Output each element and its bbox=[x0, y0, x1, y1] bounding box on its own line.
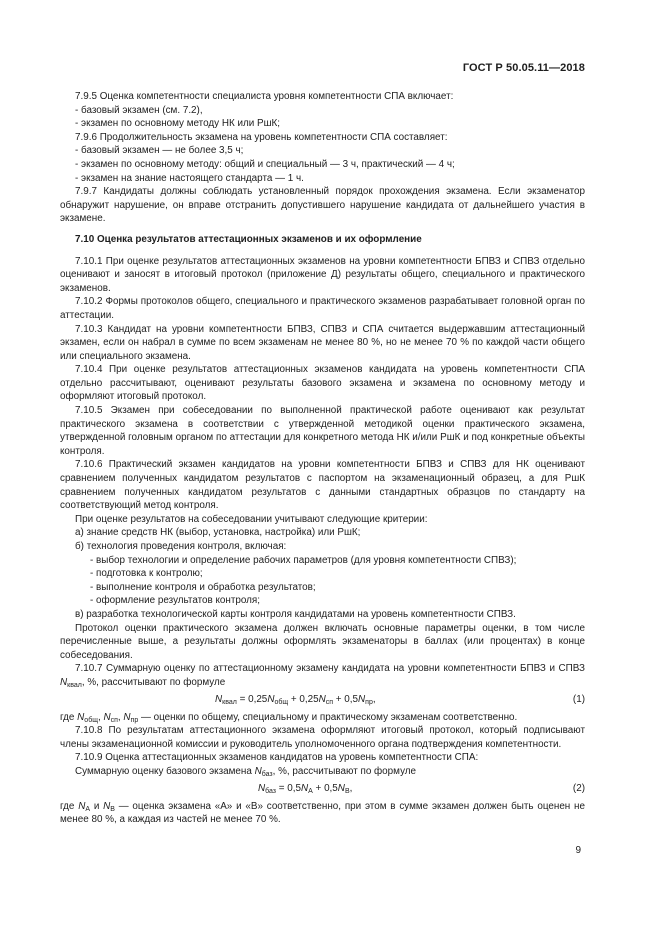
clause-7-9-5: 7.9.5 Оценка компетентности специалиста уровня компетентности СПА включает: bbox=[75, 91, 454, 102]
list-item: в) разработка технологической карты контроля кандидатами на уровень компетентности СПВЗ. bbox=[75, 608, 516, 620]
math-symbol: N bbox=[77, 711, 85, 723]
clause-text: , bbox=[97, 711, 104, 723]
math-symbol: N bbox=[103, 711, 111, 723]
clause-text: — оценки по общему, специальному и практическому экзаменам соответственно. bbox=[138, 711, 518, 723]
formula-1 bbox=[60, 692, 585, 708]
list-item: - экзамен по основному методу: общий и специальный — 3 ч, практический — 4 ч; bbox=[75, 158, 455, 170]
list-item: а) знание средств НК (выбор, установка, настройка) или РшК; bbox=[75, 527, 361, 539]
math-text: = 0,5 bbox=[276, 782, 301, 794]
math-subscript: сп bbox=[325, 698, 334, 706]
sub-list-item: - оформление результатов контроля; bbox=[90, 595, 261, 607]
math-symbol: N bbox=[78, 800, 86, 812]
clause-text: — оценка экзамена «А» и «В» соответственно, при этом в сумме экзамен должен быть оценен не менее 80 %, а каждая из частей не менее 70 %. bbox=[60, 800, 585, 826]
clause-7-10-1: 7.10.1 При оценке результатов аттестационных экзаменов на уровни компетентности БПВЗ и СПВЗ отдельно оценивают и заносят в итоговый протокол (приложение Д) результаты общего, специального и практического экзаменов. bbox=[60, 255, 585, 294]
math-symbol: N bbox=[215, 693, 223, 705]
clause-text: и bbox=[90, 800, 104, 812]
clause-7-10-9: 7.10.9 Оценка аттестационных экзаменов кандидатов на уровень компетентности СПА: bbox=[75, 752, 479, 764]
clause-7-10-7 bbox=[60, 662, 585, 689]
document-header: ГОСТ Р 50.05.11—2018 bbox=[462, 62, 585, 74]
math-symbol: N bbox=[254, 765, 262, 777]
math-text: + 0,5 bbox=[312, 782, 338, 794]
math-subscript: пр bbox=[365, 698, 373, 706]
formula-number: (2) bbox=[572, 782, 585, 794]
section-heading-7-10: 7.10 Оценка результатов аттестационных экзаменов и их оформление bbox=[75, 233, 422, 245]
sub-list-item: - выполнение контроля и обработка результатов; bbox=[90, 581, 316, 593]
math-symbol: N bbox=[103, 800, 111, 812]
document-body bbox=[60, 90, 585, 827]
clause-7-10-5: 7.10.5 Экзамен при собеседовании по выполненной практической работе оценивают как результат практического экзамена в соответствии с утвержденной методикой оценки практического экзамена, утвержденной головным органом по аттестации для конкретного метода НК и/или РшК и под конкретные объекты контроля. bbox=[60, 405, 585, 457]
math-subscript: баз bbox=[261, 770, 273, 778]
clause-text: , %, рассчитывают по формуле bbox=[81, 676, 226, 688]
where-explanation-1 bbox=[60, 711, 585, 725]
math-text: , bbox=[349, 782, 353, 794]
protocol-paragraph: Протокол оценки практического экзамена должен включать основные параметры оценки, в том числе перечисленные выше, а результаты должны оформлять экзаменаторы в баллах (или процентах) в конце собеседования. bbox=[60, 622, 585, 661]
clause-text: где bbox=[60, 800, 79, 812]
where-explanation-2 bbox=[60, 800, 585, 827]
sub-list-item: - подготовка к контролю; bbox=[90, 568, 203, 580]
sub-list-item: - выбор технологии и определение рабочих параметров (для уровня компетентности СПВЗ); bbox=[90, 554, 517, 566]
list-item: б) технология проведения контроля, включая: bbox=[75, 541, 287, 552]
clause-text: , %, рассчитывают по формуле bbox=[272, 765, 417, 777]
math-subscript: сп bbox=[110, 716, 118, 724]
math-subscript: квал bbox=[222, 698, 237, 706]
math-symbol: N bbox=[258, 782, 266, 794]
math-subscript: пр bbox=[130, 716, 139, 724]
formula-2 bbox=[60, 781, 585, 797]
formula-expression bbox=[258, 782, 352, 796]
math-symbol: N bbox=[301, 782, 309, 794]
criteria-intro: При оценке результатов на собеседовании учитывают следующие критерии: bbox=[75, 513, 428, 525]
clause-text: , bbox=[117, 711, 124, 723]
math-text: + 0,25 bbox=[288, 693, 319, 705]
list-item: - экзамен по основному методу НК или РшК; bbox=[75, 118, 280, 130]
math-symbol: N bbox=[358, 693, 366, 705]
math-subscript: общ bbox=[84, 716, 98, 724]
clause-7-9-7: 7.9.7 Кандидаты должны соблюдать установленный порядок прохождения экзамена. Если экзаменатор обнаружит нарушение, он вправе отстранить допустившего нарушение кандидата от дальнейшего участия в экзамене. bbox=[60, 186, 585, 225]
math-text: + 0,5 bbox=[333, 693, 359, 705]
list-item: - базовый экзамен — не более 3,5 ч; bbox=[75, 145, 244, 157]
math-text: , bbox=[372, 693, 376, 705]
clause-7-10-8: 7.10.8 По результатам аттестационного экзамена оформляют итоговый протокол, который подписывают члены экзаменационной комиссии и руководитель уполномоченного органа подтверждения компетентности. bbox=[60, 725, 585, 750]
clause-text: Суммарную оценку базового экзамена bbox=[75, 765, 255, 777]
list-item: - базовый экзамен (см. 7.2), bbox=[75, 104, 203, 116]
clause-7-10-4: 7.10.4 При оценке результатов аттестационных экзаменов кандидата на уровень компетентности СПА отдельно рассчитывают, оценивают результаты базового экзамена и экзамена по основному методу и оформляют итоговый протокол. bbox=[60, 364, 585, 403]
clause-7-10-3: 7.10.3 Кандидат на уровни компетентности БПВЗ, СПВЗ и СПА считается выдержавшим аттестационный экзамен, если он набрал в сумме по всем экзаменам не менее 80 %, но не менее 70 % по каждой части общего или специального экзамена. bbox=[60, 323, 585, 362]
math-subscript: квал bbox=[67, 681, 82, 689]
math-symbol: N bbox=[267, 693, 275, 705]
math-symbol: N bbox=[60, 676, 68, 688]
clause-text: 7.10.7 Суммарную оценку по аттестационному экзамену кандидата на уровни компетентности БПВЗ и СПВЗ bbox=[75, 663, 585, 675]
math-subscript: A bbox=[85, 805, 91, 813]
math-symbol: N bbox=[318, 693, 326, 705]
page-number: 9 bbox=[575, 845, 581, 856]
list-item: - экзамен на знание настоящего стандарта — 1 ч. bbox=[75, 172, 304, 184]
sum-paragraph bbox=[60, 765, 585, 779]
math-subscript: B bbox=[344, 787, 350, 795]
math-subscript: A bbox=[308, 787, 313, 795]
math-text: = 0,25 bbox=[236, 693, 268, 705]
formula-expression bbox=[215, 693, 376, 707]
math-symbol: N bbox=[123, 711, 131, 723]
math-subscript: баз bbox=[265, 787, 277, 795]
clause-text: где bbox=[60, 711, 78, 723]
math-subscript: B bbox=[110, 805, 115, 813]
clause-7-10-6: 7.10.6 Практический экзамен кандидатов на уровни компетентности БПВЗ и СПВЗ для НК оценивают сравнением полученных кандидатом результатов с паспортом на экзаменационный образец, а для РшК сравнением полученных кандидатом результатов с данными стандартных образцов по стандарту на соответствующий метод контроля. bbox=[60, 459, 585, 512]
math-subscript: общ bbox=[274, 698, 289, 706]
clause-7-9-6: 7.9.6 Продолжительность экзамена на уровень компетентности СПА составляет: bbox=[75, 131, 448, 143]
math-symbol: N bbox=[337, 782, 345, 794]
clause-7-10-2: 7.10.2 Формы протоколов общего, специального и практического экзаменов разрабатывает головной орган по аттестации. bbox=[60, 296, 585, 321]
formula-number: (1) bbox=[572, 693, 585, 705]
